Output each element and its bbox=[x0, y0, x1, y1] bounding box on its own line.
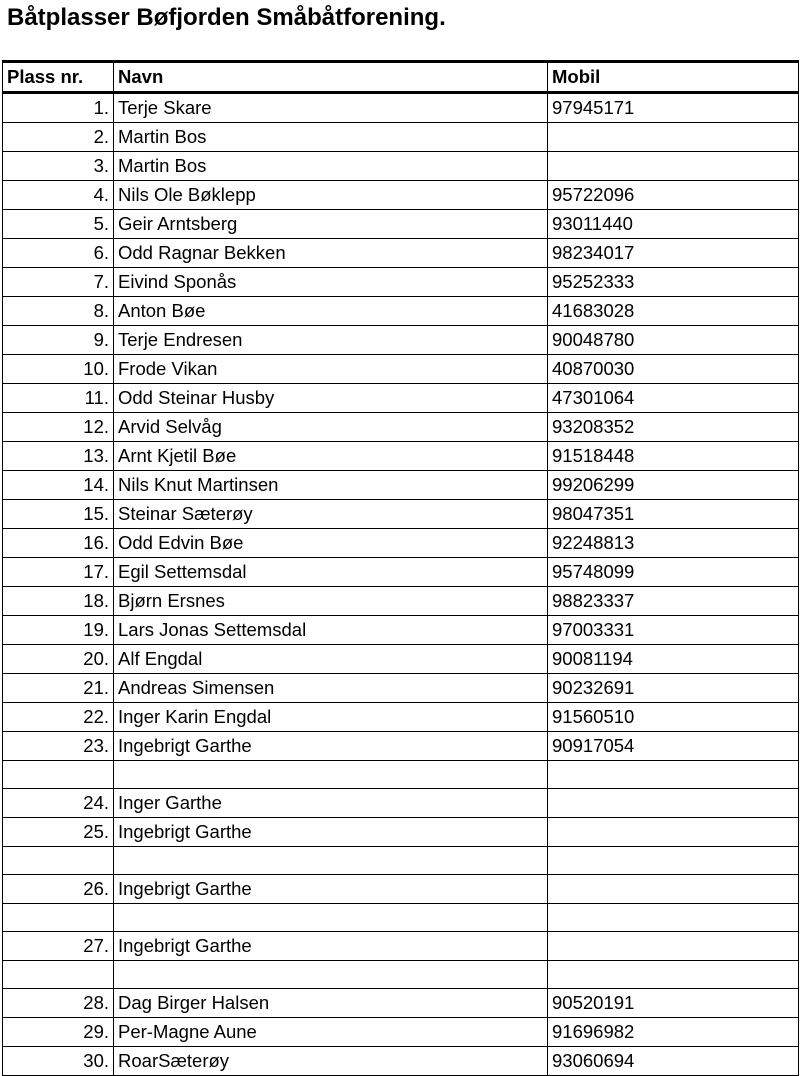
cell-navn: Frode Vikan bbox=[114, 355, 548, 384]
cell-plass: 29. bbox=[3, 1018, 114, 1047]
cell-navn: Inger Garthe bbox=[114, 789, 548, 818]
table-row bbox=[3, 1018, 799, 1047]
table-row bbox=[3, 384, 799, 413]
cell-mobil: 93011440 bbox=[548, 210, 799, 239]
cell-plass: 20. bbox=[3, 645, 114, 674]
cell-plass: 11. bbox=[3, 384, 114, 413]
cell-plass: 16. bbox=[3, 529, 114, 558]
cell-navn: Martin Bos bbox=[114, 152, 548, 181]
cell-navn bbox=[114, 847, 548, 875]
cell-navn: Terje Endresen bbox=[114, 326, 548, 355]
table-row bbox=[3, 904, 799, 932]
cell-plass: 12. bbox=[3, 413, 114, 442]
table-row bbox=[3, 818, 799, 847]
cell-mobil: 91560510 bbox=[548, 703, 799, 732]
table-row bbox=[3, 558, 799, 587]
header-navn: Navn bbox=[114, 62, 548, 93]
cell-navn: Nils Ole Bøklepp bbox=[114, 181, 548, 210]
cell-plass: 8. bbox=[3, 297, 114, 326]
table-row bbox=[3, 961, 799, 989]
cell-mobil bbox=[548, 818, 799, 847]
table-row bbox=[3, 210, 799, 239]
cell-plass: 26. bbox=[3, 875, 114, 904]
cell-mobil: 98823337 bbox=[548, 587, 799, 616]
cell-plass: 4. bbox=[3, 181, 114, 210]
table-row bbox=[3, 239, 799, 268]
cell-plass: 6. bbox=[3, 239, 114, 268]
cell-mobil: 90081194 bbox=[548, 645, 799, 674]
table-row bbox=[3, 645, 799, 674]
cell-plass: 15. bbox=[3, 500, 114, 529]
cell-mobil: 99206299 bbox=[548, 471, 799, 500]
boat-slot-table bbox=[2, 60, 799, 1076]
cell-plass: 22. bbox=[3, 703, 114, 732]
cell-plass bbox=[3, 847, 114, 875]
cell-mobil: 40870030 bbox=[548, 355, 799, 384]
cell-navn: Lars Jonas Settemsdal bbox=[114, 616, 548, 645]
cell-plass: 25. bbox=[3, 818, 114, 847]
cell-mobil bbox=[548, 152, 799, 181]
cell-navn: Arnt Kjetil Bøe bbox=[114, 442, 548, 471]
cell-navn: Dag Birger Halsen bbox=[114, 989, 548, 1018]
cell-navn: Egil Settemsdal bbox=[114, 558, 548, 587]
table-row bbox=[3, 500, 799, 529]
cell-navn: Eivind Sponås bbox=[114, 268, 548, 297]
cell-plass: 13. bbox=[3, 442, 114, 471]
cell-mobil: 90917054 bbox=[548, 732, 799, 761]
cell-navn: Bjørn Ersnes bbox=[114, 587, 548, 616]
cell-mobil bbox=[548, 932, 799, 961]
cell-navn bbox=[114, 904, 548, 932]
table-row bbox=[3, 932, 799, 961]
table-row bbox=[3, 616, 799, 645]
cell-navn: Arvid Selvåg bbox=[114, 413, 548, 442]
cell-mobil bbox=[548, 961, 799, 989]
table-row bbox=[3, 847, 799, 875]
cell-navn: Andreas Simensen bbox=[114, 674, 548, 703]
cell-mobil: 90520191 bbox=[548, 989, 799, 1018]
table-row bbox=[3, 355, 799, 384]
cell-mobil bbox=[548, 761, 799, 789]
cell-plass: 17. bbox=[3, 558, 114, 587]
table-row bbox=[3, 703, 799, 732]
cell-mobil: 97945171 bbox=[548, 93, 799, 123]
cell-navn: RoarSæterøy bbox=[114, 1047, 548, 1076]
cell-mobil: 93208352 bbox=[548, 413, 799, 442]
cell-navn: Ingebrigt Garthe bbox=[114, 875, 548, 904]
table-row bbox=[3, 413, 799, 442]
table-row bbox=[3, 789, 799, 818]
cell-mobil bbox=[548, 875, 799, 904]
cell-navn: Nils Knut Martinsen bbox=[114, 471, 548, 500]
cell-mobil: 98234017 bbox=[548, 239, 799, 268]
cell-plass: 3. bbox=[3, 152, 114, 181]
cell-navn: Odd Ragnar Bekken bbox=[114, 239, 548, 268]
cell-mobil: 95722096 bbox=[548, 181, 799, 210]
table-row bbox=[3, 297, 799, 326]
table-row bbox=[3, 442, 799, 471]
cell-plass: 24. bbox=[3, 789, 114, 818]
table-row bbox=[3, 761, 799, 789]
cell-navn bbox=[114, 761, 548, 789]
cell-plass: 18. bbox=[3, 587, 114, 616]
cell-mobil: 95748099 bbox=[548, 558, 799, 587]
cell-mobil: 95252333 bbox=[548, 268, 799, 297]
cell-plass: 14. bbox=[3, 471, 114, 500]
cell-mobil: 90232691 bbox=[548, 674, 799, 703]
cell-mobil bbox=[548, 904, 799, 932]
table-row bbox=[3, 268, 799, 297]
table-row bbox=[3, 587, 799, 616]
cell-navn: Ingebrigt Garthe bbox=[114, 732, 548, 761]
cell-mobil: 97003331 bbox=[548, 616, 799, 645]
cell-mobil: 91696982 bbox=[548, 1018, 799, 1047]
cell-plass bbox=[3, 904, 114, 932]
cell-plass: 23. bbox=[3, 732, 114, 761]
cell-plass: 27. bbox=[3, 932, 114, 961]
cell-navn bbox=[114, 961, 548, 989]
cell-navn: Alf Engdal bbox=[114, 645, 548, 674]
cell-navn: Ingebrigt Garthe bbox=[114, 818, 548, 847]
table-row bbox=[3, 93, 799, 123]
cell-mobil bbox=[548, 123, 799, 152]
table-row bbox=[3, 989, 799, 1018]
cell-navn: Per-Magne Aune bbox=[114, 1018, 548, 1047]
table-body bbox=[3, 93, 799, 1076]
cell-mobil bbox=[548, 789, 799, 818]
cell-navn: Odd Edvin Bøe bbox=[114, 529, 548, 558]
table-row bbox=[3, 732, 799, 761]
cell-navn: Inger Karin Engdal bbox=[114, 703, 548, 732]
cell-plass: 10. bbox=[3, 355, 114, 384]
table-row bbox=[3, 674, 799, 703]
header-row bbox=[3, 62, 799, 93]
cell-navn: Geir Arntsberg bbox=[114, 210, 548, 239]
table-row bbox=[3, 152, 799, 181]
cell-mobil: 90048780 bbox=[548, 326, 799, 355]
cell-navn: Terje Skare bbox=[114, 93, 548, 123]
cell-mobil: 98047351 bbox=[548, 500, 799, 529]
cell-plass: 2. bbox=[3, 123, 114, 152]
header-mobil: Mobil bbox=[548, 62, 799, 93]
cell-mobil: 91518448 bbox=[548, 442, 799, 471]
cell-navn: Odd Steinar Husby bbox=[114, 384, 548, 413]
table-row bbox=[3, 123, 799, 152]
table-row bbox=[3, 1047, 799, 1076]
table-row bbox=[3, 875, 799, 904]
cell-mobil: 92248813 bbox=[548, 529, 799, 558]
cell-mobil: 93060694 bbox=[548, 1047, 799, 1076]
cell-navn: Anton Bøe bbox=[114, 297, 548, 326]
cell-plass: 7. bbox=[3, 268, 114, 297]
cell-navn: Steinar Sæterøy bbox=[114, 500, 548, 529]
cell-mobil: 47301064 bbox=[548, 384, 799, 413]
cell-mobil bbox=[548, 847, 799, 875]
cell-plass: 21. bbox=[3, 674, 114, 703]
cell-mobil: 41683028 bbox=[548, 297, 799, 326]
cell-plass: 30. bbox=[3, 1047, 114, 1076]
cell-plass: 28. bbox=[3, 989, 114, 1018]
table-row bbox=[3, 529, 799, 558]
table-row bbox=[3, 326, 799, 355]
cell-plass: 19. bbox=[3, 616, 114, 645]
cell-plass bbox=[3, 761, 114, 789]
header-plass: Plass nr. bbox=[3, 62, 114, 93]
cell-plass: 1. bbox=[3, 93, 114, 123]
table-row bbox=[3, 181, 799, 210]
table-row bbox=[3, 471, 799, 500]
cell-navn: Martin Bos bbox=[114, 123, 548, 152]
cell-navn: Ingebrigt Garthe bbox=[114, 932, 548, 961]
cell-plass: 5. bbox=[3, 210, 114, 239]
document-title: Båtplasser Bøfjorden Småbåtforening. bbox=[7, 4, 446, 31]
cell-plass: 9. bbox=[3, 326, 114, 355]
cell-plass bbox=[3, 961, 114, 989]
